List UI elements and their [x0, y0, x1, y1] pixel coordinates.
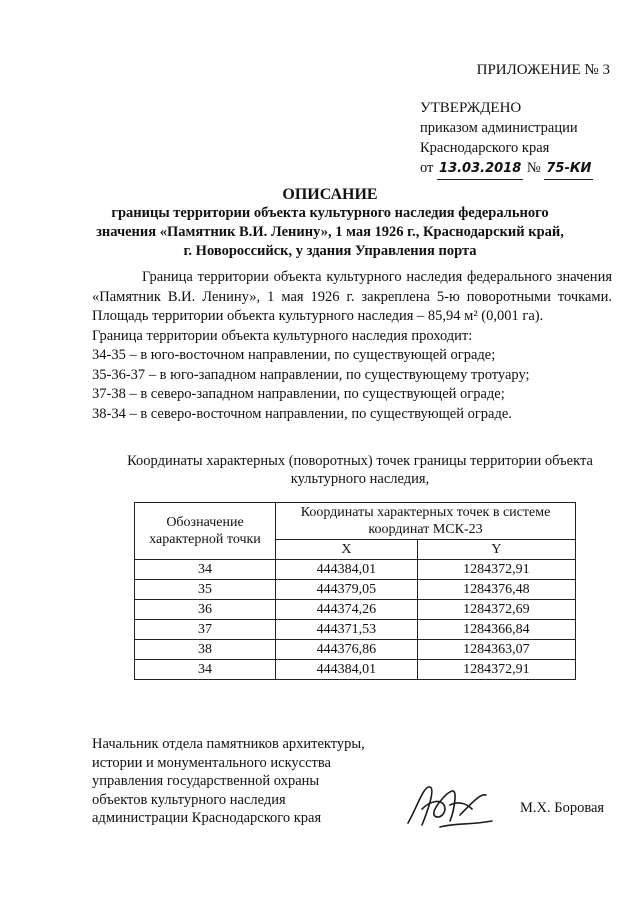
table-row: [135, 560, 576, 580]
cell-point: 37: [135, 620, 276, 640]
header-point-label: Обозначение характерной точки: [135, 503, 276, 560]
cell-x: 444379,05: [276, 580, 418, 600]
cell-y: 1284372,91: [417, 560, 575, 580]
signatory-title: [92, 735, 365, 828]
boundary-line-3: 37-38 – в северо-западном направлении, по существующей ограде;: [92, 386, 505, 402]
cell-point: 34: [135, 660, 276, 680]
cell-x: 444384,01: [276, 560, 418, 580]
coordinates-table: [134, 502, 576, 680]
cell-x: 444384,01: [276, 660, 418, 680]
signatory-line-5: администрации Краснодарского края: [92, 810, 322, 826]
cell-point: 35: [135, 580, 276, 600]
number-prefix: №: [526, 160, 541, 176]
paragraph-boundary: Граница территории объекта культурного наследия проходит:: [92, 327, 473, 344]
signer-name: М.Х. Боровая: [520, 800, 605, 816]
boundary-line-4: 38-34 – в северо-восточном направлении, по существующей ограде.: [92, 405, 512, 422]
cell-point: 34: [135, 560, 276, 580]
title-sub-1: границы территории объекта культурного наследия федерального: [111, 205, 549, 221]
header-y: Y: [417, 540, 575, 560]
signatory-line-3: управления государственной охраны: [92, 773, 320, 789]
cell-y: 1284372,69: [417, 600, 575, 620]
boundary-line-2: 35-36-37 – в юго-западном направлении, по существующему тротуару;: [92, 366, 530, 383]
cell-y: 1284366,84: [417, 620, 575, 640]
appendix-label: ПРИЛОЖЕНИЕ № 3: [476, 62, 610, 78]
cell-x: 444371,53: [276, 620, 418, 640]
cell-y: 1284363,07: [417, 640, 575, 660]
title-main: ОПИСАНИЕ: [282, 186, 378, 203]
cell-x: 444376,86: [276, 640, 418, 660]
cell-y: 1284372,91: [417, 660, 575, 680]
signatory-line-1: Начальник отдела памятников архитектуры,: [92, 736, 365, 752]
cell-point: 36: [135, 600, 276, 620]
table-row: [135, 620, 576, 640]
signatory-line-4: объектов культурного наследия: [92, 791, 286, 808]
date-prefix: от: [420, 160, 434, 176]
table-row: [135, 580, 576, 600]
order-date-line: [420, 158, 593, 180]
signatory-line-2: истории и монументального искусства: [92, 754, 331, 771]
cell-x: 444374,26: [276, 600, 418, 620]
table-row: [135, 660, 576, 680]
table-caption: [100, 452, 620, 488]
document-title: [60, 186, 600, 261]
title-sub-2: значения «Памятник В.И. Ленину», 1 мая 1926 г., Краснодарский край,: [96, 224, 564, 240]
approved-label: УТВЕРЖДЕНО: [420, 100, 522, 116]
caption-line-1: Координаты характерных (поворотных) точек границы территории объекта: [127, 453, 593, 469]
cell-y: 1284376,48: [417, 580, 575, 600]
order-line-2: Краснодарского края: [420, 140, 550, 156]
order-date: 13.03.2018: [437, 159, 523, 180]
cell-point: 38: [135, 640, 276, 660]
table-row: [135, 640, 576, 660]
title-sub-3: г. Новороссийск, у здания Управления порта: [183, 243, 477, 259]
approval-block: [420, 98, 593, 180]
order-number: 75-КИ: [544, 159, 593, 180]
description-body: [92, 268, 612, 424]
header-x: X: [276, 540, 418, 560]
order-line-1: приказом администрации: [420, 120, 578, 136]
paragraph-area: Граница территории объекта культурного наследия федерального значения «Памятник В.И. Ленину», 1 мая 1926 г. закреплена 5-ю поворотными точками. Площадь территории объекта культурного наследия – 85,94 м² (0,001 га).: [92, 269, 612, 324]
table-row: [135, 600, 576, 620]
boundary-line-1: 34-35 – в юго-восточном направлении, по существующей ограде;: [92, 347, 496, 363]
header-coordinates: Координаты характерных точек в системе координат МСК-23: [276, 503, 576, 540]
handwritten-signature-icon: [400, 775, 500, 840]
caption-line-2: культурного наследия,: [290, 471, 430, 487]
